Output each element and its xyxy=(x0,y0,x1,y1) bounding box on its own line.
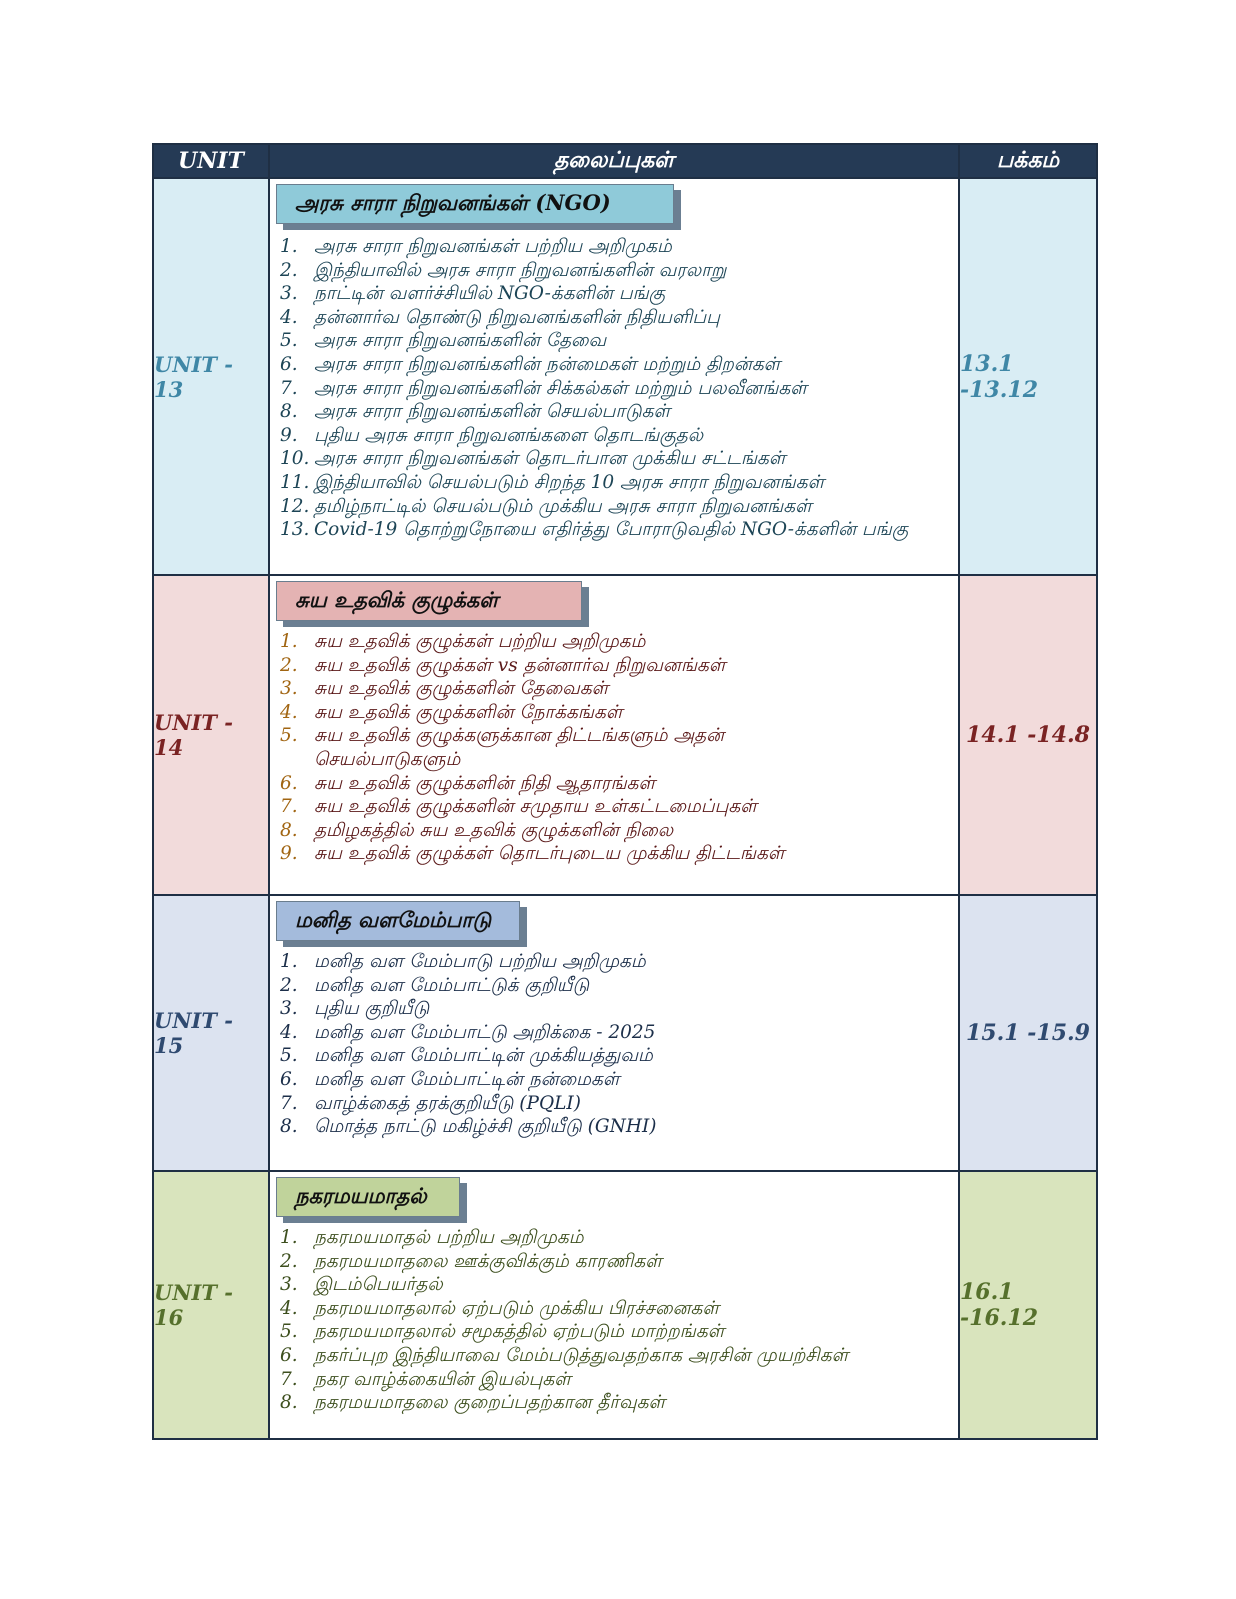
topic-list-14 xyxy=(280,630,950,866)
unit-label-14: UNIT - 14 xyxy=(154,576,270,896)
list-item: 3. இடம்பெயர்தல் xyxy=(280,1274,443,1296)
unit-label-15: UNIT - 15 xyxy=(154,896,270,1172)
list-item: 4. தன்னார்வ தொண்டு நிறுவனங்களின் நிதியளிப்பு xyxy=(280,306,720,328)
unit-topics-13 xyxy=(270,179,960,576)
list-item: 8. அரசு சாரா நிறுவனங்களின் செயல்பாடுகள் xyxy=(280,401,671,423)
list-item: 2. இந்தியாவில் அரசு சாரா நிறுவனங்களின் வரலாறு xyxy=(280,259,727,281)
list-item: 8. மொத்த நாட்டு மகிழ்ச்சி குறியீடு (GNHI) xyxy=(280,1116,657,1138)
list-item: 5. மனித வள மேம்பாட்டின் முக்கியத்துவம் xyxy=(280,1045,653,1067)
list-item: 6. நகர்ப்புற இந்தியாவை மேம்படுத்துவதற்காக அரசின் முயற்சிகள் xyxy=(280,1344,849,1366)
list-item: 9. சுய உதவிக் குழுக்கள் தொடர்புடைய முக்கிய திட்டங்கள் xyxy=(280,843,785,865)
list-item: 6. சுய உதவிக் குழுக்களின் நிதி ஆதாரங்கள் xyxy=(280,772,656,794)
list-item: 2. மனித வள மேம்பாட்டுக் குறியீடு xyxy=(280,974,590,996)
topic-list-15 xyxy=(280,950,950,1139)
topic-list-13 xyxy=(280,235,950,542)
list-item: 1. அரசு சாரா நிறுவனங்கள் பற்றிய அறிமுகம் xyxy=(280,236,672,257)
section-title-15: மனித வளமேம்பாடு xyxy=(276,901,520,941)
header-unit: UNIT xyxy=(154,145,270,179)
list-item: 7. சுய உதவிக் குழுக்களின் சமுதாய உள்கட்டமைப்புகள் xyxy=(280,796,757,818)
list-item: 8. தமிழகத்தில் சுய உதவிக் குழுக்களின் நிலை xyxy=(280,819,674,841)
list-item: 4. நகரமயமாதலால் ஏற்படும் முக்கிய பிரச்சனைகள் xyxy=(280,1297,720,1319)
page-range-15: 15.1 -15.9 xyxy=(960,896,1096,1172)
list-item: 3. புதிய குறியீடு xyxy=(280,998,430,1020)
list-item: 10. அரசு சாரா நிறுவனங்கள் தொடர்பான முக்கிய சட்டங்கள் xyxy=(280,448,786,470)
list-item: 7. வாழ்க்கைத் தரக்குறியீடு (PQLI) xyxy=(280,1092,581,1114)
page-range-13: 13.1 -13.12 xyxy=(960,179,1096,576)
list-item: 1. நகரமயமாதல் பற்றிய அறிமுகம் xyxy=(280,1227,584,1248)
list-item: 9. புதிய அரசு சாரா நிறுவனங்களை தொடங்குதல் xyxy=(280,424,704,446)
list-item: 5. நகரமயமாதலால் சமூகத்தில் ஏற்படும் மாற்றங்கள் xyxy=(280,1321,725,1343)
list-item: 2. நகரமயமாதலை ஊக்குவிக்கும் காரணிகள் xyxy=(280,1250,662,1272)
section-title-16: நகரமயமாதல் xyxy=(276,1177,460,1217)
list-item: 4. மனித வள மேம்பாட்டு அறிக்கை - 2025 xyxy=(280,1021,656,1043)
list-item: 12. தமிழ்நாட்டில் செயல்படும் முக்கிய அரசு சாரா நிறுவனங்கள் xyxy=(280,495,812,517)
list-item: 3. நாட்டின் வளர்ச்சியில் NGO-க்களின் பங்கு xyxy=(280,283,666,305)
list-item: 5. அரசு சாரா நிறுவனங்களின் தேவை xyxy=(280,330,607,352)
unit-label-16: UNIT - 16 xyxy=(154,1172,270,1438)
header-page: பக்கம் xyxy=(960,145,1096,179)
header-topics: தலைப்புகள் xyxy=(270,145,960,179)
list-item: 11. இந்தியாவில் செயல்படும் சிறந்த 10 அரசு சாரா நிறுவனங்கள் xyxy=(280,471,825,493)
list-item: 6. மனித வள மேம்பாட்டின் நன்மைகள் xyxy=(280,1068,620,1090)
list-item: 3. சுய உதவிக் குழுக்களின் தேவைகள் xyxy=(280,678,609,700)
table-of-contents xyxy=(152,143,1098,1440)
section-title-13: அரசு சாரா நிறுவனங்கள் (NGO) xyxy=(276,184,674,224)
page-range-16: 16.1 -16.12 xyxy=(960,1172,1096,1438)
list-item: 8. நகரமயமாதலை குறைப்பதற்கான தீர்வுகள் xyxy=(280,1392,666,1414)
list-item: 4. சுய உதவிக் குழுக்களின் நோக்கங்கள் xyxy=(280,701,623,723)
unit-topics-16 xyxy=(270,1172,960,1438)
list-item: 13. Covid-19 தொற்றுநோயை எதிர்த்து போராடுவதில் NGO-க்களின் பங்கு xyxy=(280,519,909,541)
list-item: 1. மனித வள மேம்பாடு பற்றிய அறிமுகம் xyxy=(280,951,646,972)
list-item: 7. நகர வாழ்க்கையின் இயல்புகள் xyxy=(280,1368,571,1390)
list-item: 1. சுய உதவிக் குழுக்கள் பற்றிய அறிமுகம் xyxy=(280,631,646,652)
list-item: 2. சுய உதவிக் குழுக்கள் vs தன்னார்வ நிறுவனங்கள் xyxy=(280,654,726,676)
unit-topics-14 xyxy=(270,576,960,896)
page-range-14: 14.1 -14.8 xyxy=(960,576,1096,896)
unit-label-13: UNIT - 13 xyxy=(154,179,270,576)
list-item: 5. சுய உதவிக் குழுக்களுக்கான திட்டங்களும் அதன் செயல்பாடுகளும் xyxy=(280,725,725,770)
topic-list-16 xyxy=(280,1226,950,1415)
section-title-14: சுய உதவிக் குழுக்கள் xyxy=(276,581,582,621)
list-item: 7. அரசு சாரா நிறுவனங்களின் சிக்கல்கள் மற்றும் பலவீனங்கள் xyxy=(280,377,807,399)
unit-topics-15 xyxy=(270,896,960,1172)
list-item: 6. அரசு சாரா நிறுவனங்களின் நன்மைகள் மற்றும் திறன்கள் xyxy=(280,353,781,375)
